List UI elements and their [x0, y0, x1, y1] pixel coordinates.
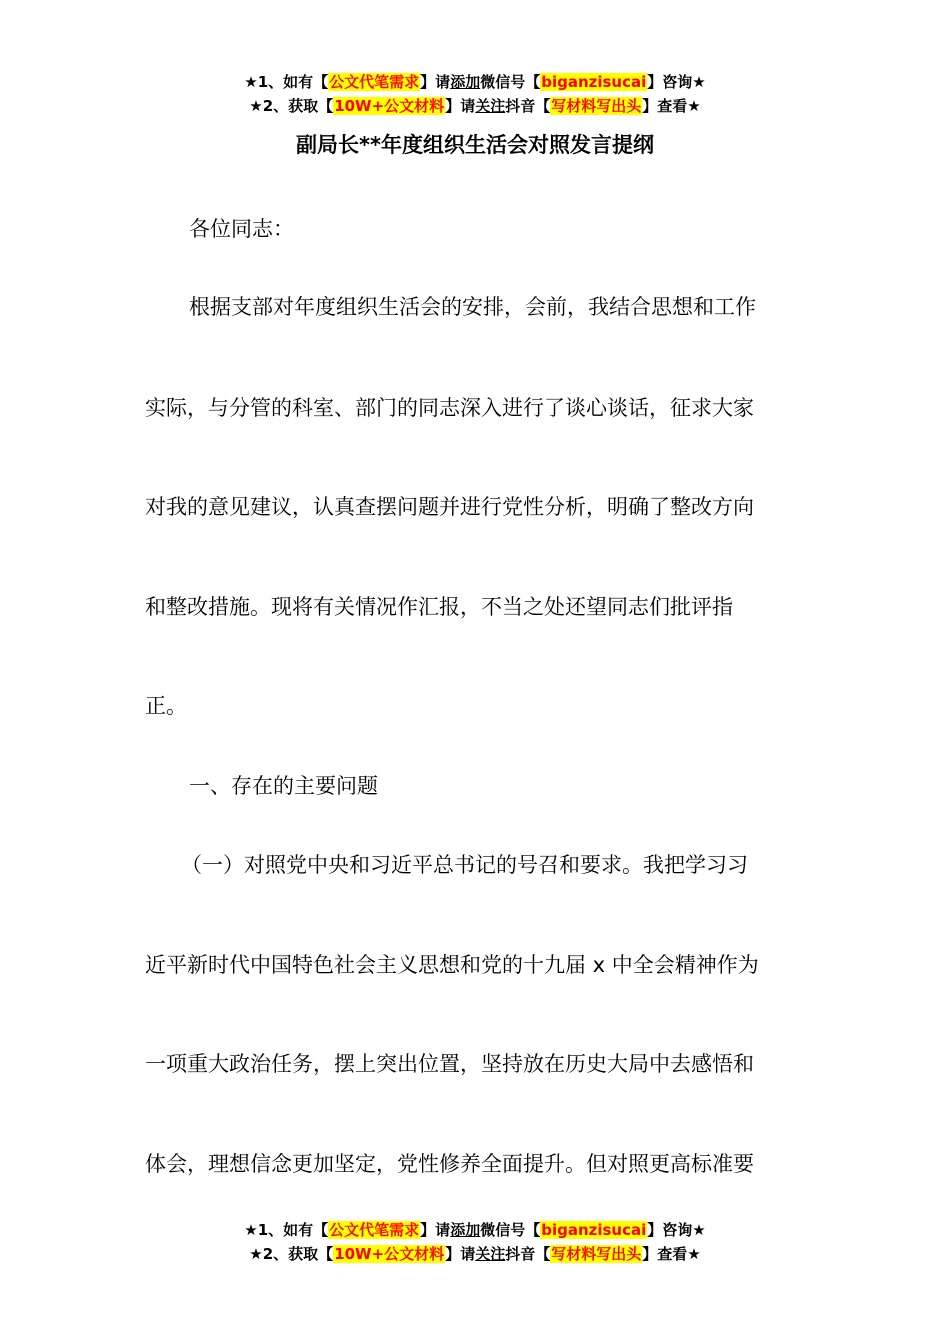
banner-highlight: biganzisucai — [541, 1221, 647, 1239]
body-line: 一项重大政治任务，摆上突出位置，坚持放在历史大局中去感悟和 — [145, 1052, 754, 1076]
banner-text: 】请 — [445, 97, 476, 115]
banner-highlight: 公文代笔需求 — [329, 1221, 420, 1239]
body-line: 近平新时代中国特色社会主义思想和党的十九届 x 中全会精神作为 — [145, 953, 759, 977]
banner-line-2 — [0, 94, 950, 118]
banner-highlight: 写材料写出头 — [551, 97, 642, 115]
body-line: 根据支部对年度组织生活会的安排，会前，我结合思想和工作 — [189, 295, 756, 319]
banner-text: ★2、获取【 — [249, 97, 334, 115]
banner-text: 微信号【 — [480, 1221, 541, 1239]
body-line: 对我的意见建议，认真查摆问题并进行党性分析，明确了整改方向 — [145, 495, 754, 519]
salutation: 各位同志： — [189, 217, 294, 241]
banner-text: 】请 — [445, 1245, 476, 1263]
top-banner — [0, 70, 950, 118]
document-title: 副局长**年度组织生活会对照发言提纲 — [296, 133, 654, 157]
banner-highlight: 公文代笔需求 — [329, 73, 420, 91]
banner-text: 】请 — [420, 73, 451, 91]
body-line: 正。 — [145, 694, 187, 718]
banner-highlight: 写材料写出头 — [551, 1245, 642, 1263]
banner-highlight: 10W+公文材料 — [334, 97, 445, 115]
body-line: 体会，理想信念更加坚定，党性修养全面提升。但对照更高标准要 — [145, 1152, 754, 1176]
banner-text: 】咨询★ — [647, 1221, 706, 1239]
banner-underlined: 关注 — [475, 1245, 506, 1263]
body-line: 实际，与分管的科室、部门的同志深入进行了谈心谈话，征求大家 — [145, 396, 754, 420]
banner-highlight: 10W+公文材料 — [334, 1245, 445, 1263]
banner-text: 微信号【 — [480, 73, 541, 91]
banner-line-1 — [0, 70, 950, 94]
body-line: 和整改措施。现将有关情况作汇报，不当之处还望同志们批评指 — [145, 595, 733, 619]
body-line: （一）对照党中央和习近平总书记的号召和要求。我把学习习 — [181, 853, 748, 877]
banner-text: 】咨询★ — [647, 73, 706, 91]
banner-text: 抖音【 — [505, 97, 551, 115]
banner-line-2 — [0, 1242, 950, 1266]
section-heading: 一、存在的主要问题 — [189, 774, 378, 798]
banner-text: 抖音【 — [505, 1245, 551, 1263]
banner-underlined: 添加 — [450, 1221, 481, 1239]
banner-text: 】请 — [420, 1221, 451, 1239]
banner-text: 】查看★ — [642, 97, 701, 115]
banner-text: ★1、如有【 — [244, 1221, 329, 1239]
bottom-banner — [0, 1218, 950, 1266]
banner-text: ★1、如有【 — [244, 73, 329, 91]
banner-text: 】查看★ — [642, 1245, 701, 1263]
banner-highlight: biganzisucai — [541, 73, 647, 91]
banner-line-1 — [0, 1218, 950, 1242]
banner-text: ★2、获取【 — [249, 1245, 334, 1263]
banner-underlined: 添加 — [450, 73, 481, 91]
banner-underlined: 关注 — [475, 97, 506, 115]
